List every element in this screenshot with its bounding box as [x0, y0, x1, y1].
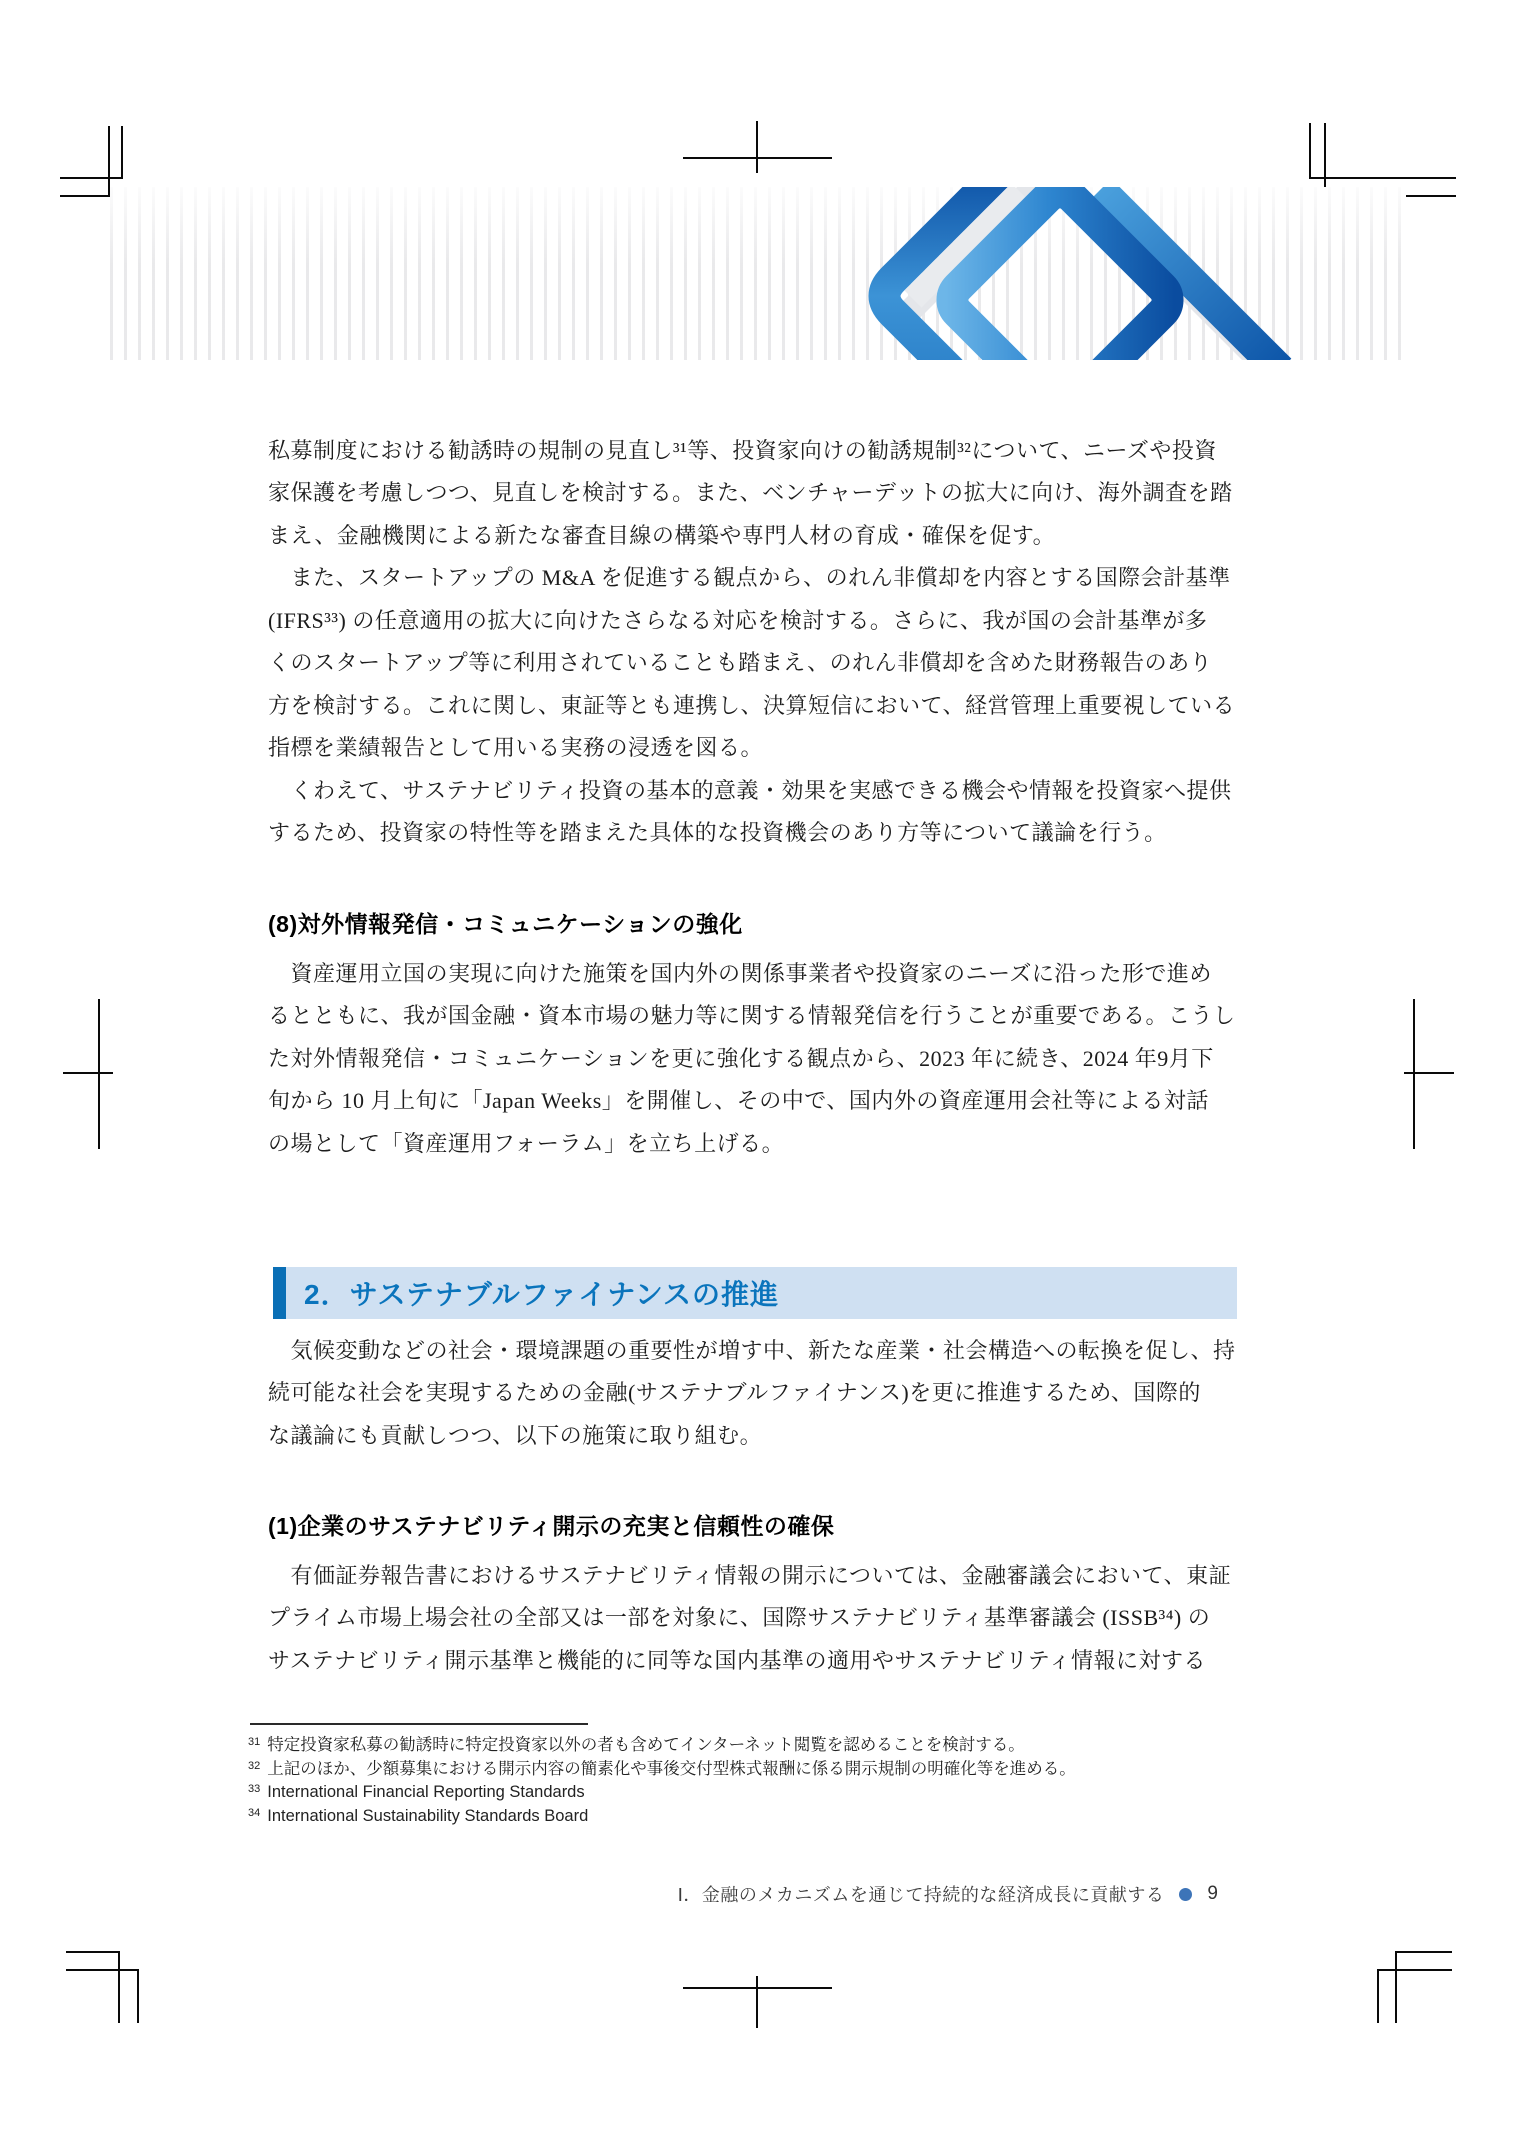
body-line: 続可能な社会を実現するための金融(サステナブルファイナンス)を更に推進するため、国際的 — [268, 1380, 1201, 1405]
body-line: の場として「資産運用フォーラム」を立ち上げる。 — [268, 1130, 785, 1156]
body-line: な議論にも貢献しつつ、以下の施策に取り組む。 — [268, 1422, 763, 1448]
body-line: (IFRS³³) の任意適用の拡大に向けたさらなる対応を検討する。さらに、我が国の会計基準が多 — [268, 607, 1208, 633]
page-number: 9 — [1207, 1883, 1218, 1904]
body-line: また、スタートアップの M&A を促進する観点から、のれん非償却を内容とする国際会計基準 — [268, 565, 1231, 590]
body-line: 旬から 10 月上旬に「Japan Weeks」を開催し、その中で、国内外の資産運用会社等による対話 — [268, 1088, 1209, 1113]
section2-1-text-block — [268, 1555, 1254, 1683]
footnote-marker: 31 — [248, 1736, 261, 1748]
body-line: るとともに、我が国金融・資本市場の魅力等に関する情報発信を行うことが重要である。こうし — [268, 1003, 1236, 1028]
footnote — [248, 1734, 1248, 1758]
body-line: 指標を業績報告として用いる実務の浸透を図る。 — [268, 735, 764, 760]
footnote-marker: 33 — [248, 1783, 261, 1795]
footnote-text: 特定投資家私募の勧誘時に特定投資家以外の者も含めてインターネット閲覧を認めることを検討する。 — [267, 1736, 1025, 1754]
body-line: するため、投資家の特性等を踏まえた具体的な投資機会のあり方等について議論を行う。 — [268, 820, 1167, 845]
body-line: た対外情報発信・コミュニケーションを更に強化する観点から、2023 年に続き、2024 年9月下 — [268, 1045, 1214, 1071]
section2-banner — [273, 1267, 1237, 1319]
body-line: 私募制度における勧誘時の規制の見直し³¹等、投資家向けの勧誘規制³²について、ニーズや投資 — [268, 437, 1217, 463]
banner-accent-bar — [273, 1267, 286, 1319]
section2-banner-title: 2．サステナブルファイナンスの推進 — [304, 1279, 779, 1310]
footnote-marker: 34 — [248, 1806, 261, 1819]
section8-text-block — [268, 953, 1254, 1166]
footer-section-label: Ⅰ．金融のメカニズムを通じて持続的な経済成長に貢献する — [677, 1885, 1165, 1905]
section8-heading: (8)対外情報発信・コミュニケーションの強化 — [268, 911, 743, 937]
body-line: まえ、金融機関による新たな審査目線の構築や専門人材の育成・確保を促す。 — [268, 522, 1056, 548]
footer-dot-icon — [1179, 1888, 1192, 1901]
main-text-block — [268, 430, 1254, 855]
body-line: くのスタートアップ等に利用されていることも踏まえ、のれん非償却を含めた財務報告のあり — [268, 650, 1213, 675]
header-band — [110, 187, 1406, 360]
page-footer — [268, 1880, 1218, 1908]
body-line: 方を検討する。これに関し、東証等とも連携し、決算短信において、経営管理上重要視している — [268, 692, 1236, 718]
footnote-text: 上記のほか、少額募集における開示内容の簡素化や事後交付型株式報酬に係る開示規制の明確化等を進める。 — [267, 1759, 1076, 1778]
body-line: 資産運用立国の実現に向けた施策を国内外の関係事業者や投資家のニーズに沿った形で進め — [268, 960, 1212, 986]
body-line: サステナビリティ開示基準と機能的に同等な国内基準の適用やサステナビリティ情報に対する — [268, 1647, 1206, 1673]
footnote-text: International Financial Reporting Standards — [267, 1783, 585, 1801]
footnote — [248, 1805, 1248, 1829]
footnote — [248, 1758, 1248, 1782]
footnotes-block — [248, 1734, 1248, 1828]
footnote — [248, 1781, 1248, 1805]
section2-1-heading: (1)企業のサステナビリティ開示の充実と信頼性の確保 — [268, 1513, 835, 1539]
body-line: 気候変動などの社会・環境課題の重要性が増す中、新たな産業・社会構造への転換を促し、持 — [268, 1337, 1236, 1363]
footnote-marker: 32 — [248, 1759, 261, 1772]
body-line: プライム市場上場会社の全部又は一部を対象に、国際サステナビリティ基準審議会 (ISSB³⁴) の — [268, 1605, 1211, 1630]
footnote-text: International Sustainability Standards Board — [267, 1806, 589, 1825]
section2-text-block — [268, 1330, 1254, 1458]
body-line: 有価証券報告書におけるサステナビリティ情報の開示については、金融審議会において、東証 — [268, 1562, 1232, 1588]
ribbon-logo-icon — [110, 187, 1406, 360]
body-line: くわえて、サステナビリティ投資の基本的意義・効果を実感できる機会や情報を投資家へ提供 — [268, 777, 1232, 803]
banner-background — [286, 1267, 1237, 1319]
body-line: 家保護を考慮しつつ、見直しを検討する。また、ベンチャーデットの拡大に向け、海外調査を踏 — [268, 480, 1233, 505]
footnote-separator — [250, 1723, 588, 1725]
